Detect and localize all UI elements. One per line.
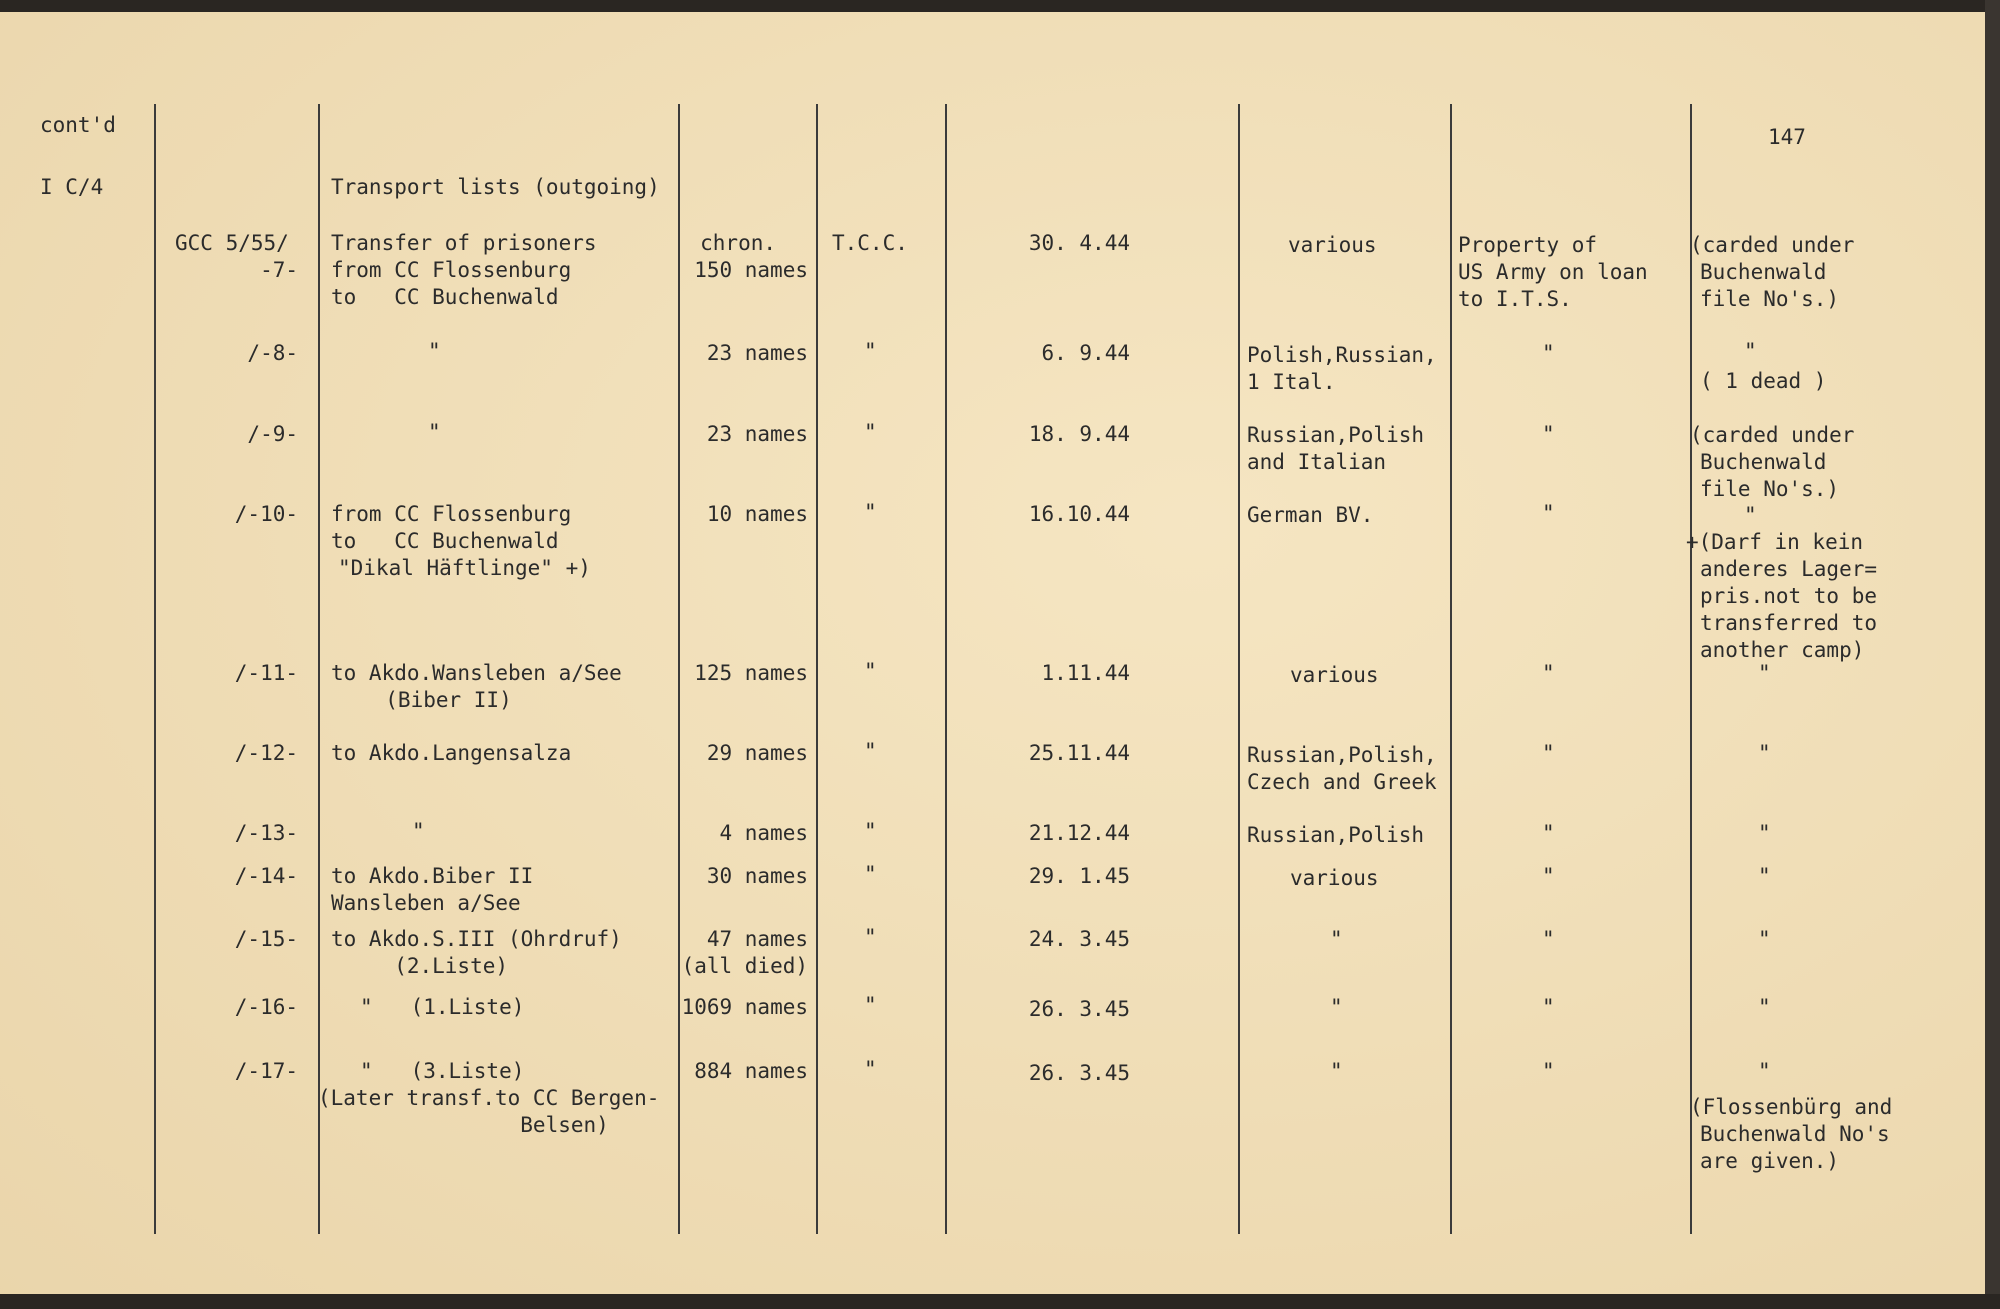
row-count: 10 names	[706, 502, 808, 526]
row-description: to CC Buchenwald	[331, 285, 559, 309]
row-description: " (1.Liste)	[360, 995, 525, 1019]
row-remarks: "	[1758, 741, 1771, 765]
row-remarks: Buchenwald	[1700, 260, 1827, 284]
page-number: 147	[1768, 125, 1806, 149]
row-tcc: T.C.C.	[832, 231, 908, 255]
row-reference: /-11-	[234, 661, 298, 685]
row-count: 884 names	[694, 1059, 808, 1083]
row-date: 24. 3.45	[1028, 927, 1130, 951]
row-count: 4 names	[719, 821, 808, 845]
row-property: "	[1542, 864, 1555, 888]
row-tcc: "	[864, 659, 877, 683]
row-date: 16.10.44	[1028, 502, 1130, 526]
row-remarks: +(Darf in kein	[1686, 530, 1864, 554]
row-description: (Biber II)	[360, 688, 512, 712]
row-description: from CC Flossenburg	[331, 502, 572, 526]
row-count: 125 names	[694, 661, 808, 685]
row-property: to I.T.S.	[1458, 287, 1572, 311]
row-remarks: pris.not to be	[1700, 584, 1878, 608]
row-reference: /-12-	[234, 741, 298, 765]
row-remarks: (Flossenbürg and	[1690, 1095, 1893, 1119]
row-count: 150 names	[694, 258, 808, 282]
row-reference: /-9-	[247, 422, 298, 446]
row-remarks: (carded under	[1690, 233, 1855, 257]
row-tcc: "	[864, 925, 877, 949]
row-remarks: file No's.)	[1700, 477, 1840, 501]
row-tcc: "	[864, 739, 877, 763]
row-date: 1.11.44	[1041, 661, 1130, 685]
row-reference: /-17-	[234, 1059, 298, 1083]
row-remarks: "	[1758, 1059, 1771, 1083]
row-remarks: "	[1744, 503, 1757, 527]
row-nationality: German BV.	[1247, 503, 1374, 527]
row-date: 26. 3.45	[1028, 1061, 1130, 1085]
row-remarks: are given.)	[1700, 1149, 1840, 1173]
row-property: "	[1542, 1059, 1555, 1083]
row-date: 29. 1.45	[1028, 864, 1130, 888]
row-tcc: "	[864, 1057, 877, 1081]
row-remarks: Buchenwald	[1700, 450, 1827, 474]
row-description: from CC Flossenburg	[331, 258, 572, 282]
column-rule	[154, 104, 156, 1234]
row-date: 6. 9.44	[1041, 341, 1130, 365]
row-property: "	[1542, 741, 1555, 765]
row-nationality: 1 Ital.	[1247, 370, 1336, 394]
column-rule	[816, 104, 818, 1234]
row-property: US Army on loan	[1458, 260, 1648, 284]
row-count: (all died)	[681, 954, 808, 978]
row-property: "	[1542, 995, 1555, 1019]
row-remarks: Buchenwald No's	[1700, 1122, 1890, 1146]
row-remarks: "	[1758, 995, 1771, 1019]
row-remarks: "	[1758, 821, 1771, 845]
row-date: 26. 3.45	[1028, 997, 1130, 1021]
row-reference: /-13-	[234, 821, 298, 845]
section-title: Transport lists (outgoing)	[331, 175, 660, 199]
row-description: "	[428, 420, 441, 444]
row-property: "	[1542, 341, 1555, 365]
row-count: chron.	[700, 231, 776, 255]
document-page	[0, 12, 1985, 1294]
row-remarks: transferred to	[1700, 611, 1878, 635]
row-remarks: "	[1758, 864, 1771, 888]
row-date: 18. 9.44	[1028, 422, 1130, 446]
row-reference: -7-	[260, 258, 298, 282]
row-nationality: "	[1330, 995, 1343, 1019]
row-remarks: "	[1758, 927, 1771, 951]
row-nationality: Russian,Polish	[1247, 423, 1425, 447]
row-tcc: "	[864, 993, 877, 1017]
row-property: "	[1542, 927, 1555, 951]
contd-label: cont'd	[40, 113, 116, 137]
row-remarks: (carded under	[1690, 423, 1855, 447]
page-edge	[1985, 0, 2000, 1309]
row-date: 30. 4.44	[1028, 231, 1130, 255]
row-count: 23 names	[706, 422, 808, 446]
row-nationality: Russian,Polish,	[1247, 743, 1437, 767]
row-nationality: Czech and Greek	[1247, 770, 1437, 794]
row-date: 25.11.44	[1028, 741, 1130, 765]
row-property: "	[1542, 422, 1555, 446]
row-property: "	[1542, 501, 1555, 525]
row-description: (Later transf.to CC Bergen-	[318, 1086, 660, 1110]
row-description: "	[412, 819, 425, 843]
row-date: 21.12.44	[1028, 821, 1130, 845]
row-remarks: "	[1744, 339, 1757, 363]
row-description: to Akdo.Biber II	[331, 864, 534, 888]
row-nationality: various	[1290, 663, 1379, 687]
row-tcc: "	[864, 339, 877, 363]
row-description: to Akdo.Wansleben a/See	[331, 661, 622, 685]
row-description: to Akdo.Langensalza	[331, 741, 572, 765]
row-tcc: "	[864, 500, 877, 524]
column-rule	[1450, 104, 1452, 1234]
section-code: I C/4	[40, 175, 104, 199]
row-reference: /-10-	[234, 502, 298, 526]
row-description: Belsen)	[318, 1113, 609, 1137]
row-property: "	[1542, 821, 1555, 845]
row-nationality: Russian,Polish	[1247, 823, 1425, 847]
row-count: 30 names	[706, 864, 808, 888]
row-tcc: "	[864, 420, 877, 444]
row-property: "	[1542, 661, 1555, 685]
page-edge	[0, 1294, 2000, 1309]
row-nationality: various	[1288, 233, 1377, 257]
row-nationality: Polish,Russian,	[1247, 343, 1437, 367]
row-reference: /-8-	[247, 341, 298, 365]
row-tcc: "	[864, 819, 877, 843]
column-rule	[1238, 104, 1240, 1234]
column-rule	[945, 104, 947, 1234]
reference-prefix: GCC 5/55/	[175, 231, 289, 255]
row-description: to CC Buchenwald	[331, 529, 559, 553]
row-reference: /-15-	[234, 927, 298, 951]
row-tcc: "	[864, 862, 877, 886]
row-count: 23 names	[706, 341, 808, 365]
row-remarks: ( 1 dead )	[1700, 369, 1827, 393]
row-remarks: file No's.)	[1700, 287, 1840, 311]
row-remarks: another camp)	[1700, 638, 1865, 662]
row-description: (2.Liste)	[331, 954, 509, 978]
row-description: "	[428, 339, 441, 363]
row-nationality: and Italian	[1247, 450, 1387, 474]
row-description: to Akdo.S.III (Ohrdruf)	[331, 927, 622, 951]
row-count: 29 names	[706, 741, 808, 765]
row-description: " (3.Liste)	[360, 1059, 525, 1083]
row-reference: /-16-	[234, 995, 298, 1019]
row-nationality: "	[1330, 1059, 1343, 1083]
row-remarks: anderes Lager=	[1700, 557, 1878, 581]
row-description: Transfer of prisoners	[331, 231, 597, 255]
row-description: Wansleben a/See	[331, 891, 521, 915]
row-property: Property of	[1458, 233, 1598, 257]
row-nationality: "	[1330, 927, 1343, 951]
row-count: 47 names	[706, 927, 808, 951]
row-nationality: various	[1290, 866, 1379, 890]
row-reference: /-14-	[234, 864, 298, 888]
column-rule	[318, 104, 320, 1234]
row-remarks: "	[1758, 661, 1771, 685]
row-description: "Dikal Häftlinge" +)	[338, 556, 591, 580]
column-rule	[1690, 104, 1692, 1234]
row-count: 1069 names	[681, 995, 808, 1019]
